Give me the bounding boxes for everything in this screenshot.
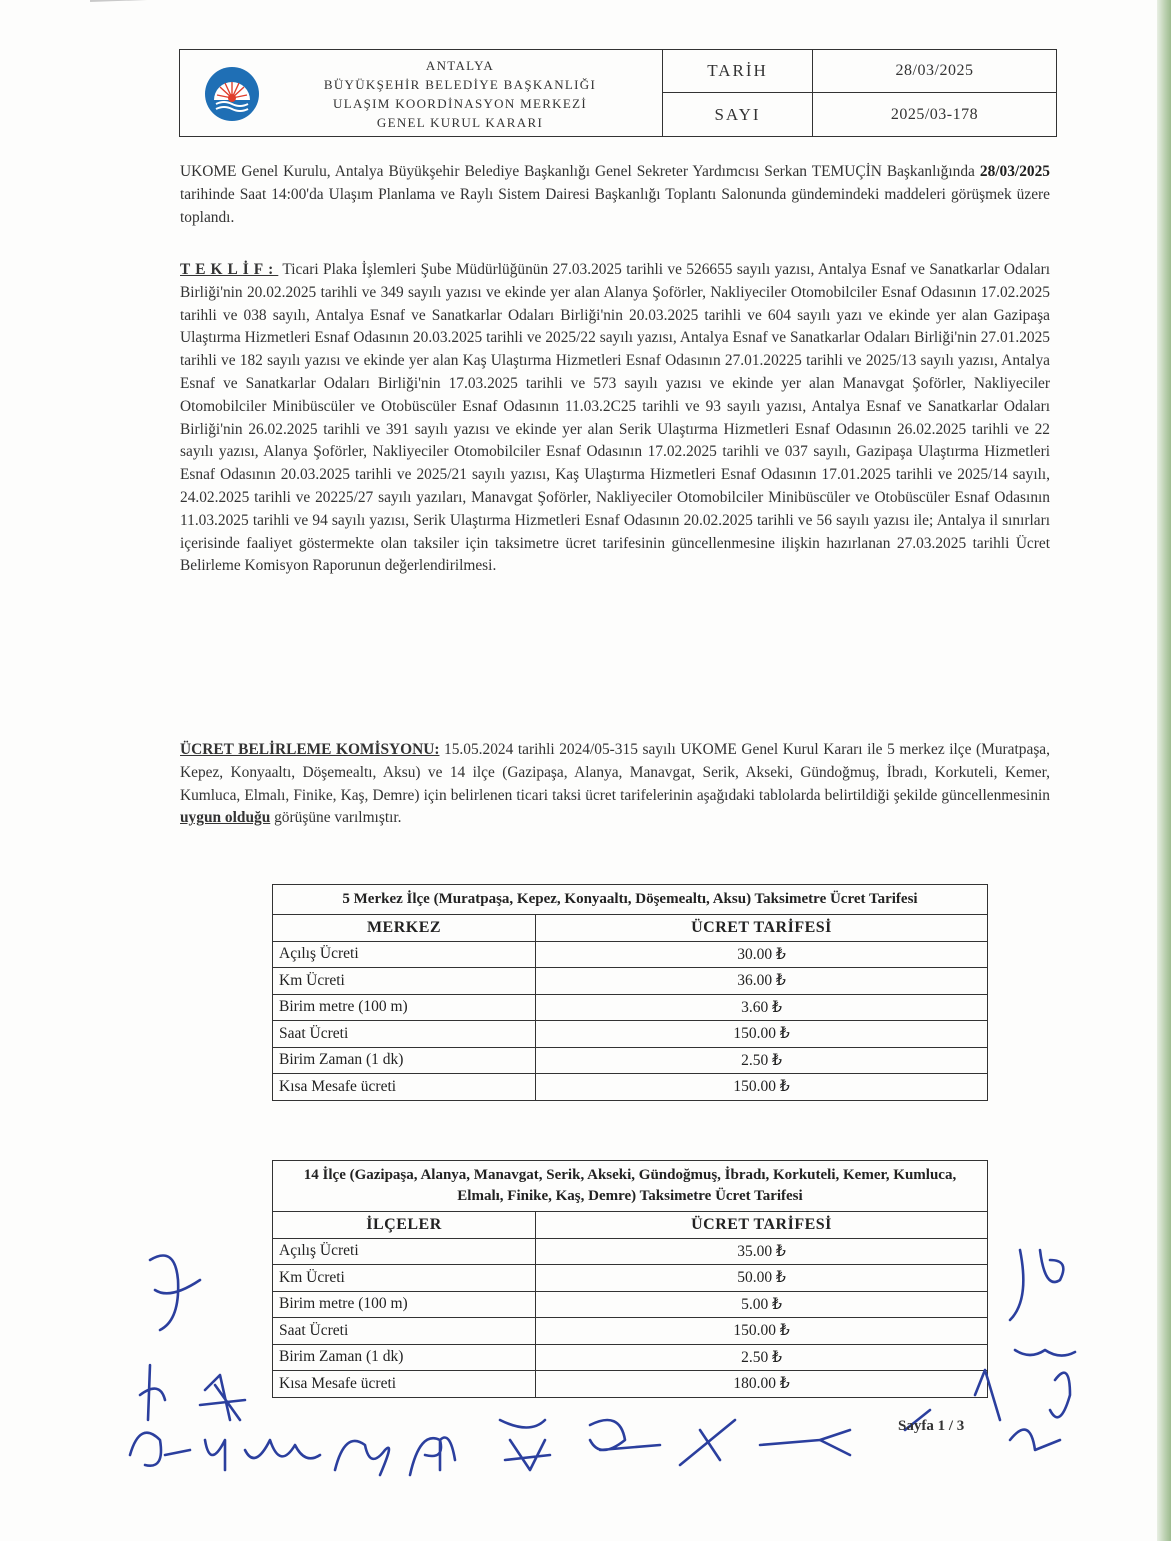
signature-2 [140, 1365, 165, 1420]
table-row [273, 1265, 988, 1292]
paper-fold-mark [90, 0, 350, 16]
org-line-1: ANTALYA [425, 58, 495, 73]
row-label: Kısa Mesafe ücreti [273, 1074, 536, 1101]
page-number: Sayfa 1 / 3 [898, 1418, 965, 1434]
date-label: TARİH [663, 50, 813, 93]
table1-col-tarife: ÜCRET TARİFESİ [536, 915, 988, 942]
table-row [273, 994, 988, 1021]
teklif-paragraph [180, 259, 1050, 578]
signature-6 [245, 1440, 320, 1458]
table-row [273, 1074, 988, 1101]
signature-3 [200, 1375, 245, 1420]
row-value: 2.50 ₺ [536, 1047, 988, 1074]
komisyon-bold: uygun olduğu [180, 809, 271, 827]
komisyon-label: ÜCRET BELİRLEME KOMİSYONU: [180, 741, 440, 758]
table1-title: 5 Merkez İlçe (Muratpaşa, Kepez, Konyaaltı, Döşemealtı, Aksu) Taksimetre Ücret Tarifesi [273, 885, 988, 915]
date-value: 28/03/2025 [813, 50, 1056, 93]
table-row [273, 1047, 988, 1074]
intro-paragraph [180, 161, 1050, 229]
table-row [273, 1318, 988, 1345]
signature-14 [975, 1370, 1070, 1420]
org-line-4: GENEL KURUL KARARI [376, 115, 544, 130]
signature-13 [1015, 1350, 1075, 1356]
signature-5 [205, 1440, 225, 1470]
document-header [179, 49, 1057, 137]
komisyon-text-2: görüşüne varılmıştır. [270, 809, 402, 827]
row-label: Km Ücreti [273, 1265, 536, 1292]
signature-8 [410, 1438, 455, 1476]
row-label: Km Ücreti [273, 968, 536, 995]
signature-9 [500, 1420, 550, 1470]
tariff-table-center [272, 884, 988, 1101]
row-value: 50.00 ₺ [536, 1265, 988, 1292]
row-value: 180.00 ₺ [536, 1371, 988, 1398]
intro-text-2: tarihinde Saat 14:00'da Ulaşım Planlama ve Raylı Sistem Dairesi Başkanlığı Toplantı Salonunda gündemindeki maddeleri görüşmek üzere toplandı. [180, 185, 1050, 226]
row-value: 36.00 ₺ [536, 968, 988, 995]
signature-12 [1010, 1250, 1063, 1320]
table-row [273, 1238, 988, 1265]
tariff-table-districts [272, 1160, 988, 1398]
teklif-text: Ticari Plaka İşlemleri Şube Müdürlüğünün 27.03.2025 tarihli ve 526655 sayılı yazısı, Antalya Esnaf ve Sanatkarlar Odaları Birliği'nin 20.02.2025 tarihli ve 349 sayılı yazısı ve ekinde yer alan Alanya Şoförler, Nakliyeciler Otomobilciler Esnaf Odasının 17.02.2025 tarihli ve 038 sayılı, Antalya Esnaf ve Sanatkarlar Odaları Birliği'nin 20.03.2025 tarihli ve 604 sayılı yazı ve ekinde yer alan Gazipaşa Ulaştırma Hizmetleri Esnaf Odasının 20.03.2025 tarihli ve 2025/22 sayılı yazısı, Antalya Esnaf ve Sanatkarlar Odaları Birliği'nin 27.01.2025 tarihli ve 182 sayılı yazısı ve ekinde yer alan Kaş Ulaştırma Hizmetleri Esnaf Odasının 27.01.20225 tarihli ve 2025/13 sayılı yazısı, Antalya Esnaf ve Sanatkarlar Odaları Birliği'nin 17.03.2025 tarihli ve 573 sayılı yazısı ve ekinde yer alan Manavgat Şoförler, Nakliyeciler Otomobilciler Minibüscüler ve Otobüscüler Esnaf Odasının 11.03.2C25 tarihli ve 93 sayılı yazısı, Antalya Esnaf ve Sanatkarlar Odaları Birliği'nin 26.02.2025 tarihli ve 391 sayılı yazısı ve ekinde yer alan Serik Ulaştırma Hizmetleri Esnaf Odasının 26.02.2025 tarihli ve 22 sayılı yazısı, Alanya Şoförler, Nakliyeciler Otomobilciler Esnaf Odasının 17.02.2025 tarihli ve 037 sayılı, Gazipaşa Ulaştırma Hizmetleri Esnaf Odasının 20.03.2025 tarihli ve 2025/21 sayılı yazısı, Kaş Ulaştırma Hizmetleri Esnaf Odasının 17.01.2025 tarihli ve 2025/14 sayılı, 24.02.2025 tarihli ve 20225/27 sayılı yazıları, Manavgat Şoförler, Nakliyeciler Otomobilciler Minibüscüler ve Otobüscüler Esnaf Odasının 11.03.2025 tarihli ve 94 sayılı yazısı, Serik Ulaştırma Hizmetleri Esnaf Odasının 20.02.2025 tarihli ve 56 sayılı yazısı ile; Antalya il sınırları içerisinde faaliyet göstermekte olan taksiler için taksimetre ücret tarifesinin güncellenmesine ilişkin hazırlanan 27.03.2025 tarihli Ücret Belirleme Komisyon Raporunun değerlendirilmesi. [180, 261, 1050, 575]
intro-text-1: UKOME Genel Kurulu, Antalya Büyükşehir Belediye Başkanlığı Genel Sekreter Yardımcısı Serkan TEMUÇİN Başkanlığında [180, 163, 980, 180]
page-edge-shadow [1157, 0, 1171, 1541]
table-row [273, 1371, 988, 1398]
row-label: Açılış Ücreti [273, 1238, 536, 1265]
header-organization [180, 50, 663, 136]
number-label: SAYI [663, 93, 813, 136]
row-label: Saat Ücreti [273, 1318, 536, 1345]
header-org-name [280, 56, 640, 132]
number-value: 2025/03-178 [890, 105, 979, 123]
row-label: Birim Zaman (1 dk) [273, 1047, 536, 1074]
table-row [273, 941, 988, 968]
municipality-logo-icon [204, 66, 260, 122]
teklif-label: TEKLİF: [180, 261, 279, 278]
komisyon-text-1: 15.05.2024 tarihli 2024/05-315 sayılı UKOME Genel Kurul Kararı ile 5 merkez ilçe (Muratpaşa, Kepez, Konyaaltı, Döşemealtı, Aksu) ve 14 ilçe (Gazipaşa, Alanya, Manavgat, Serik, Akseki, Gündoğmuş, İbradı, Korkuteli, Kemer, Kumluca, Elmalı, Finike, Kaş, Demre) için belirlenen ticari taksi ücret tarifelerinin aşağıdaki tablolarda belirtildiği şekilde güncellenmesinin [180, 741, 1050, 804]
signature-1 [150, 1256, 200, 1331]
signature-7 [335, 1441, 389, 1475]
intro-date: 28/03/2025 [979, 163, 1050, 180]
table1-col-merkez: MERKEZ [273, 915, 536, 942]
signature-10 [590, 1420, 660, 1450]
row-value: 35.00 ₺ [536, 1238, 988, 1265]
row-value: 150.00 ₺ [536, 1074, 988, 1101]
table-row [273, 1291, 988, 1318]
table-row [273, 1344, 988, 1371]
row-value: 30.00 ₺ [536, 941, 988, 968]
table2-title: 14 İlçe (Gazipaşa, Alanya, Manavgat, Serik, Akseki, Gündoğmuş, İbradı, Korkuteli, Kemer, Kumluca, Elmalı, Finike, Kaş, Demre) Taksimetre Ücret Tarifesi [273, 1161, 988, 1212]
org-line-3: ULAŞIM KOORDİNASYON MERKEZİ [333, 96, 587, 111]
header-meta [663, 50, 1056, 136]
signature-4 [130, 1433, 190, 1466]
table-row [273, 968, 988, 995]
row-value: 2.50 ₺ [536, 1344, 988, 1371]
komisyon-paragraph [180, 739, 1050, 830]
row-value: 150.00 ₺ [536, 1318, 988, 1345]
row-label: Açılış Ücreti [273, 941, 536, 968]
table2-col-ilceler: İLÇELER [273, 1212, 536, 1239]
row-label: Birim metre (100 m) [273, 994, 536, 1021]
row-value: 3.60 ₺ [536, 994, 988, 1021]
row-value: 5.00 ₺ [536, 1291, 988, 1318]
table-row [273, 1021, 988, 1048]
org-line-2: BÜYÜKŞEHİR BELEDİYE BAŞKANLIĞI [323, 77, 597, 92]
row-value: 150.00 ₺ [536, 1021, 988, 1048]
row-label: Saat Ücreti [273, 1021, 536, 1048]
row-label: Birim Zaman (1 dk) [273, 1344, 536, 1371]
table2-col-tarife: ÜCRET TARİFESİ [536, 1212, 988, 1239]
signature-11 [680, 1420, 850, 1465]
row-label: Kısa Mesafe ücreti [273, 1371, 536, 1398]
row-label: Birim metre (100 m) [273, 1291, 536, 1318]
